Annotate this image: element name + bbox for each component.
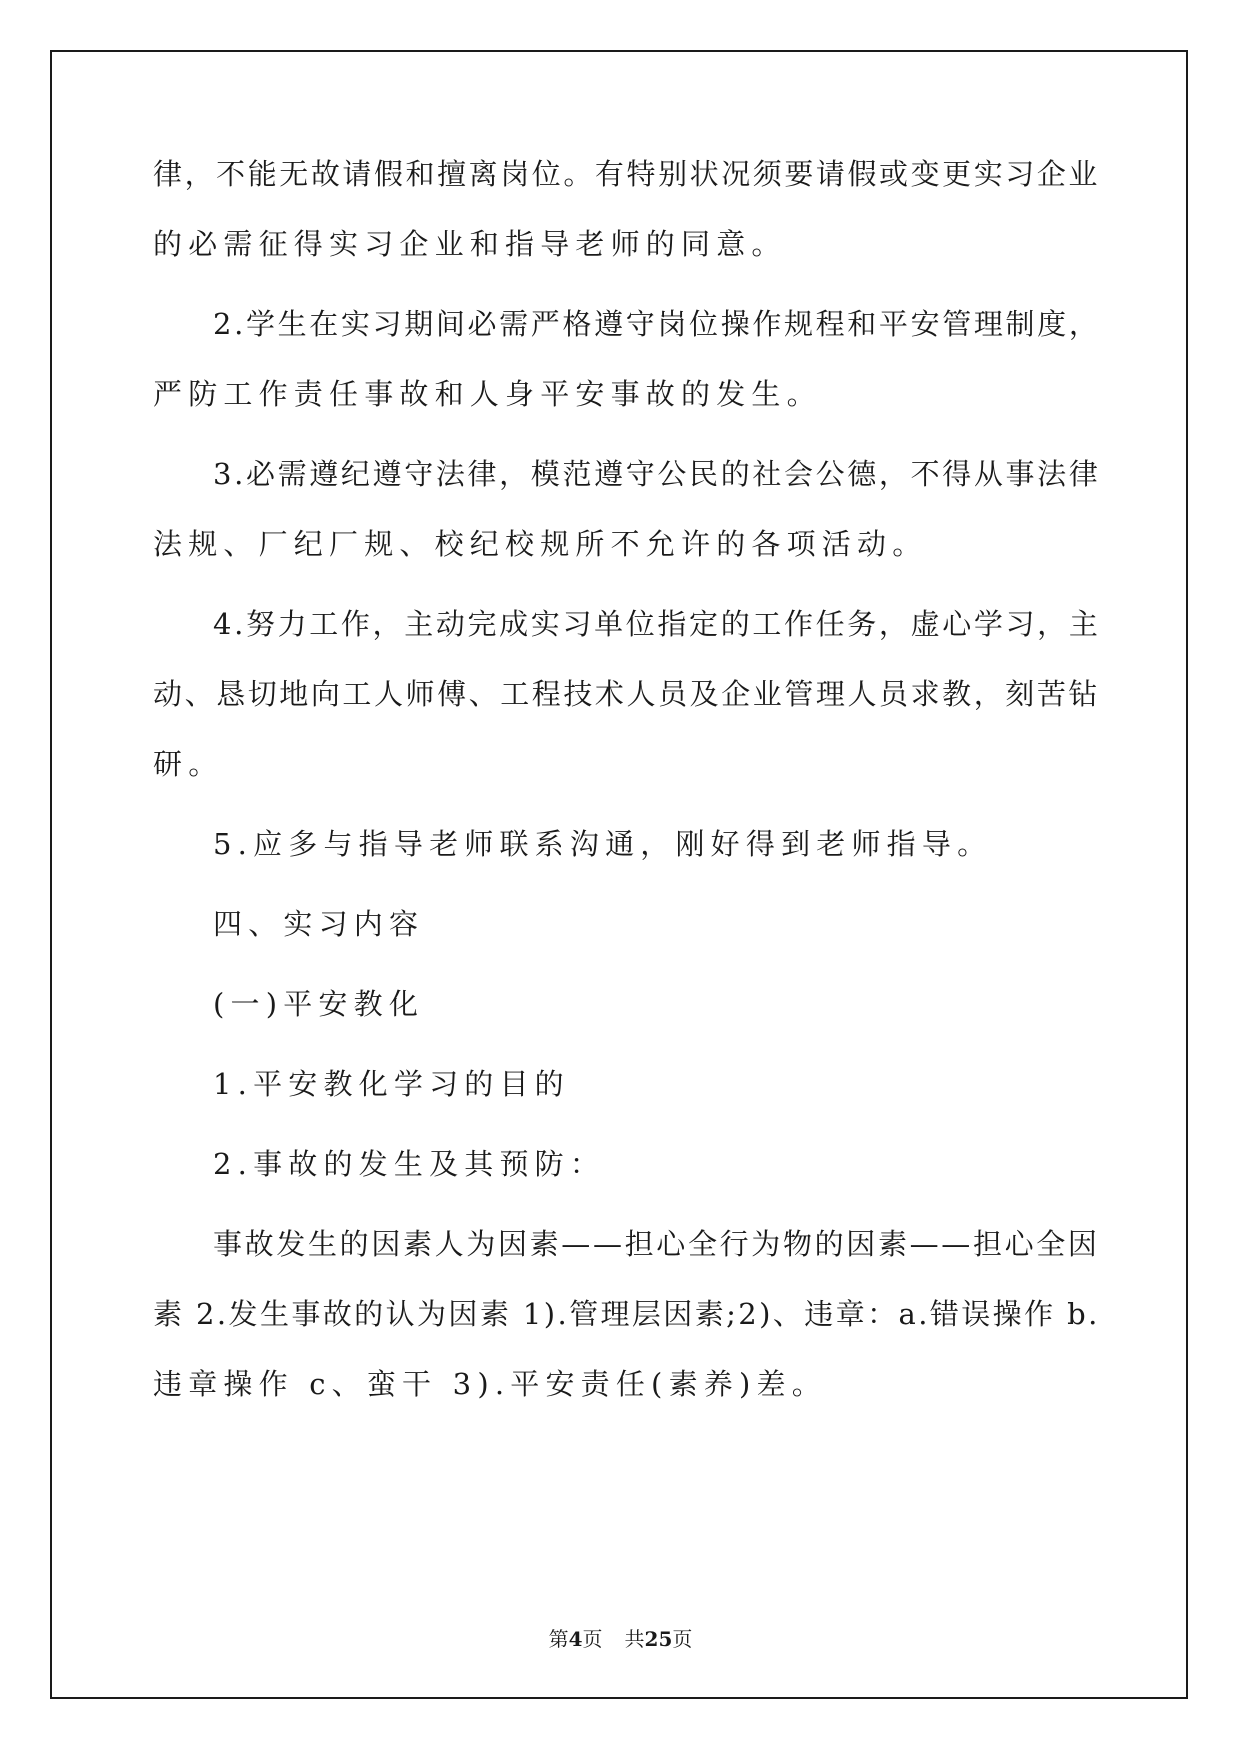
text-line: 法规、厂纪厂规、校纪校规所不允许的各项活动。: [153, 527, 928, 561]
text-line: 律，不能无故请假和擅离岗位。有特别状况须要请假或变更实习企业: [153, 157, 1101, 191]
text-line: 事故发生的因素人为因素——担心全行为物的因素——担心全因: [213, 1227, 1100, 1261]
text-line: 5.应多与指导老师联系沟通，刚好得到老师指导。: [213, 827, 993, 861]
text-line: 的必需征得实习企业和指导老师的同意。: [153, 227, 787, 261]
total-prefix: 共: [624, 1627, 645, 1651]
text-line: 素 2.发生事故的认为因素 1).管理层因素;2)、违章：a.错误操作 b.: [153, 1297, 1100, 1331]
section-heading: 四、实习内容: [213, 907, 425, 941]
page-number: 4: [568, 1627, 583, 1651]
subsection-heading: (一)平安教化: [213, 987, 425, 1021]
page-suffix: 页: [582, 1627, 603, 1651]
text-line: 2.学生在实习期间必需严格遵守岗位操作规程和平安管理制度，: [213, 307, 1101, 341]
page-footer: [0, 1626, 1241, 1652]
text-line: 严防工作责任事故和人身平安事故的发生。: [153, 377, 822, 411]
text-line: 2.事故的发生及其预防：: [213, 1147, 606, 1181]
text-line: 4.努力工作，主动完成实习单位指定的工作任务，虚心学习，主: [213, 607, 1101, 641]
text-line: 3.必需遵纪遵守法律，模范遵守公民的社会公德，不得从事法律: [213, 457, 1101, 491]
text-line: 违章操作 c、蛮干 3).平安责任(素养)差。: [153, 1367, 827, 1401]
total-suffix: 页: [672, 1627, 693, 1651]
page-prefix: 第: [548, 1627, 569, 1651]
total-pages: 25: [644, 1627, 673, 1651]
text-line: 动、恳切地向工人师傅、工程技术人员及企业管理人员求教，刻苦钻: [153, 677, 1101, 711]
text-line: 研。: [153, 747, 224, 781]
page-border: [50, 50, 1188, 1699]
text-line: 1.平安教化学习的目的: [213, 1067, 570, 1101]
